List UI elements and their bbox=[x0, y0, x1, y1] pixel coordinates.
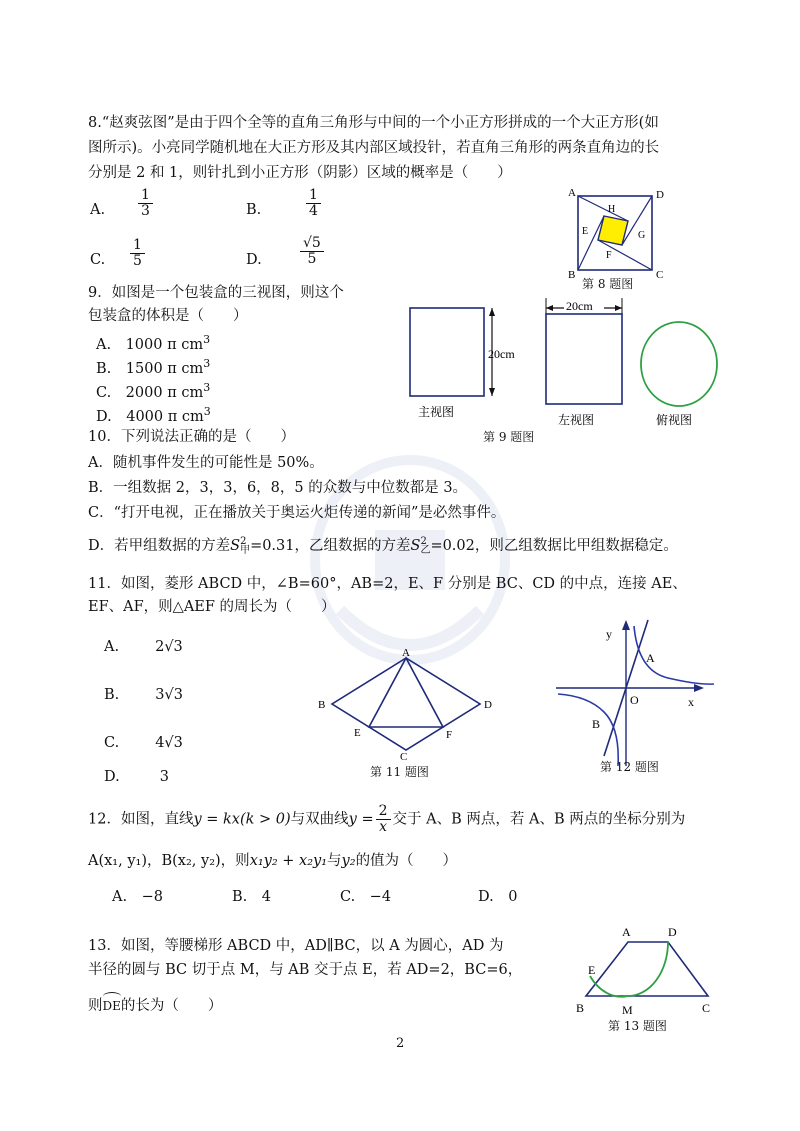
q9-caption: 第 9 题图 bbox=[483, 430, 535, 444]
q11-triangle-aef bbox=[369, 658, 443, 727]
q12-l1-mid: 与双曲线 bbox=[290, 811, 349, 828]
q13-label-c: C bbox=[702, 1001, 711, 1015]
q11-option-a bbox=[104, 637, 183, 657]
q11-option-d bbox=[104, 767, 169, 787]
q9-front-label: 主视图 bbox=[418, 405, 455, 419]
q8-b-den: 4 bbox=[309, 203, 318, 219]
q12-frac-num: 2 bbox=[376, 804, 391, 820]
q12-label-x: x bbox=[688, 695, 694, 709]
q11-line-1: 11．如图，菱形 ABCD 中，∠B=60°，AB=2，E、F 分别是 BC、CD 的中点，连接 AE、 bbox=[88, 576, 687, 592]
q9-option-c bbox=[96, 378, 210, 403]
q9-left-label: 左视图 bbox=[558, 413, 595, 427]
q8-c-num: 1 bbox=[130, 238, 145, 254]
q11-c-value: 4√3 bbox=[155, 735, 183, 751]
q8-label-b: B bbox=[568, 269, 576, 281]
q8-label-f: F bbox=[606, 250, 612, 261]
page-number: 2 bbox=[396, 1036, 405, 1051]
q10-d-post: =0.02，则乙组数据比甲组数据稳定。 bbox=[430, 538, 678, 554]
q13-arc-text: DE bbox=[102, 999, 121, 1013]
q12-option-a: A. −8 bbox=[112, 889, 163, 905]
q9-a-text: A. 1000 π cm bbox=[96, 336, 204, 353]
q12-line-2 bbox=[88, 851, 457, 871]
q8-label-d: D bbox=[656, 189, 664, 201]
q8-label-e: E bbox=[582, 226, 589, 237]
q9-front-view bbox=[410, 308, 484, 396]
q10-option-c: C．“打开电视，正在播放关于奥运火炬传递的新闻”是必然事件。 bbox=[88, 505, 506, 521]
q12-frac-den: x bbox=[379, 819, 388, 835]
q11-a-value: 2√3 bbox=[155, 639, 183, 655]
q11-option-b bbox=[104, 685, 183, 705]
q9-line-1: 9．如图是一个包装盒的三视图，则这个 bbox=[88, 285, 344, 301]
q8-caption: 第 8 题图 bbox=[582, 277, 634, 291]
q13-trapezoid bbox=[586, 942, 708, 996]
q12-label-b: B bbox=[592, 717, 601, 731]
q9-option-b bbox=[96, 354, 210, 379]
q11-label-a: A bbox=[402, 647, 410, 659]
q13-label-m: M bbox=[622, 1003, 633, 1017]
q8-d-num: √5 bbox=[300, 236, 324, 252]
q9-option-a bbox=[96, 330, 210, 355]
q8-option-d-label: D. bbox=[246, 252, 262, 268]
q9-height-label: 20cm bbox=[488, 347, 515, 361]
q13-label-a: A bbox=[622, 925, 631, 939]
q11-caption: 第 11 题图 bbox=[370, 765, 429, 779]
q12-l1-eq: y = kx(k > 0) bbox=[193, 811, 291, 828]
q8-option-c-fraction bbox=[130, 238, 145, 269]
q11-label-e: E bbox=[354, 727, 361, 739]
q9-d-text: D. 4000 π cm bbox=[96, 408, 204, 425]
q13-line-1: 13．如图，等腰梯形 ABCD 中，AD∥BC，以 A 为圆心，AD 为 bbox=[88, 938, 504, 954]
q13-l3-post: 的长为（ ） bbox=[120, 998, 223, 1014]
q12-l1-y: y = bbox=[348, 811, 374, 828]
q12-caption: 第 12 题图 bbox=[600, 760, 659, 774]
q9-c-text: C. 2000 π cm bbox=[96, 384, 204, 401]
q11-label-d: D bbox=[484, 699, 492, 711]
q11-line-2: EF、AF，则△AEF 的周长为（ ） bbox=[88, 599, 336, 615]
q12-fraction bbox=[376, 804, 391, 835]
q10-d-sub2: 乙 bbox=[420, 545, 431, 556]
q12-l2-pre: A(x₁, y₁)，B(x₂, y₂)，则 bbox=[88, 853, 250, 869]
q12-l1-post: 交于 A、B 两点，若 A、B 两点的坐标分别为 bbox=[392, 811, 686, 828]
q12-option-d: D. 0 bbox=[478, 889, 518, 905]
q9-line-2: 包装盒的体积是（ ） bbox=[88, 308, 248, 324]
q11-c-label: C. bbox=[104, 735, 120, 751]
q8-line-3: 分别是 2 和 1，则针扎到小正方形（阴影）区域的概率是（ ） bbox=[88, 165, 512, 181]
q9-c-sup: 3 bbox=[203, 381, 211, 394]
q10-option-a: A．随机事件发生的可能性是 50%。 bbox=[88, 455, 324, 471]
q13-line-3 bbox=[88, 996, 222, 1016]
q10-d-sub1: 甲 bbox=[240, 545, 251, 556]
q10-d-s1: S bbox=[230, 538, 241, 554]
q8-b-num: 1 bbox=[306, 188, 321, 204]
q9-top-label: 俯视图 bbox=[656, 413, 693, 427]
q8-option-d-fraction bbox=[300, 236, 324, 267]
q11-label-f: F bbox=[446, 729, 453, 741]
q8-label-a: A bbox=[568, 187, 576, 199]
q11-d-value: 3 bbox=[159, 769, 169, 785]
q9-a-sup: 3 bbox=[203, 333, 211, 346]
q11-d-label: D. bbox=[104, 769, 120, 785]
q11-b-label: B. bbox=[104, 687, 120, 703]
q12-option-b: B. 4 bbox=[232, 889, 271, 905]
q13-label-d: D bbox=[668, 925, 677, 939]
q10-option-d bbox=[88, 536, 678, 556]
q10-d-s2: S bbox=[410, 538, 421, 554]
q13-caption: 第 13 题图 bbox=[608, 1019, 667, 1033]
q9-top-view bbox=[641, 322, 717, 406]
q11-a-label: A. bbox=[104, 639, 120, 655]
q12-label-a: A bbox=[646, 651, 655, 665]
q13-label-b: B bbox=[576, 1001, 585, 1015]
q10-d-pre: D．若甲组数据的方差 bbox=[88, 538, 231, 554]
q8-line-2: 图所示)。小亮同学随机地在大正方形及其内部区域投针，若直角三角形的两条直角边的长 bbox=[88, 140, 660, 156]
q13-line-2: 半径的圆与 BC 切于点 M，与 AB 交于点 E，若 AD=2，BC=6， bbox=[88, 962, 523, 978]
q8-label-c: C bbox=[656, 269, 664, 281]
q12-hyperbola-lower bbox=[558, 694, 618, 766]
q12-l2-post: 的值为（ ） bbox=[355, 853, 458, 869]
q10-option-b: B．一组数据 2，3，3，6，8，5 的众数与中位数都是 3。 bbox=[88, 480, 468, 496]
q9-option-d bbox=[96, 402, 211, 427]
q12-line-1 bbox=[88, 804, 685, 835]
q8-c-den: 5 bbox=[133, 253, 142, 269]
q8-option-c-label: C. bbox=[90, 252, 106, 268]
q13-arc-de bbox=[103, 996, 121, 1016]
q11-figure bbox=[312, 644, 502, 764]
q11-label-b: B bbox=[318, 699, 326, 711]
q9-left-view bbox=[546, 314, 622, 404]
q10-line-1: 10．下列说法正确的是（ ） bbox=[88, 429, 295, 445]
q13-figure bbox=[572, 918, 722, 1020]
q12-l2-mid: 与 bbox=[327, 853, 342, 869]
q8-line-1: 8.“赵爽弦图”是由于四个全等的直角三角形与中间的一个小正方形拼成的一个大正方形(如 bbox=[88, 115, 659, 131]
q8-option-b-fraction bbox=[306, 188, 321, 219]
q12-l1-pre: 12．如图，直线 bbox=[88, 811, 194, 828]
q8-a-den: 3 bbox=[141, 203, 150, 219]
q13-arc bbox=[590, 942, 668, 997]
q12-figure bbox=[548, 616, 718, 780]
q8-d-den: 5 bbox=[307, 251, 317, 267]
q9-width-label: 20cm bbox=[566, 299, 593, 313]
q8-option-b-label: B. bbox=[246, 202, 262, 218]
q9-b-sup: 3 bbox=[203, 357, 211, 370]
q11-b-value: 3√3 bbox=[155, 687, 183, 703]
q12-label-o: O bbox=[630, 693, 639, 707]
q8-option-a-label: A. bbox=[90, 202, 106, 218]
q13-label-e: E bbox=[588, 963, 596, 977]
q9-d-sup: 3 bbox=[203, 405, 211, 418]
q12-l2-expr: x₁y₂ + x₂y₁ bbox=[249, 853, 328, 869]
q13-l3-pre: 则 bbox=[88, 998, 103, 1014]
q10-d-mid: =0.31，乙组数据的方差 bbox=[250, 538, 411, 554]
q12-l2-y2: y₂ bbox=[341, 853, 356, 869]
q8-option-a-fraction bbox=[138, 188, 153, 219]
q12-label-y: y bbox=[606, 627, 612, 641]
q8-label-g: G bbox=[638, 230, 646, 241]
q12-option-c: C. −4 bbox=[340, 889, 392, 905]
q8-label-h: H bbox=[608, 204, 616, 215]
q10-d-sup2: 2 bbox=[420, 536, 427, 547]
q9-figure bbox=[400, 292, 730, 442]
q11-label-c: C bbox=[400, 751, 408, 763]
q10-d-sup1: 2 bbox=[240, 536, 247, 547]
q9-b-text: B. 1500 π cm bbox=[96, 360, 204, 377]
q11-option-c bbox=[104, 733, 183, 753]
q8-a-num: 1 bbox=[138, 188, 153, 204]
